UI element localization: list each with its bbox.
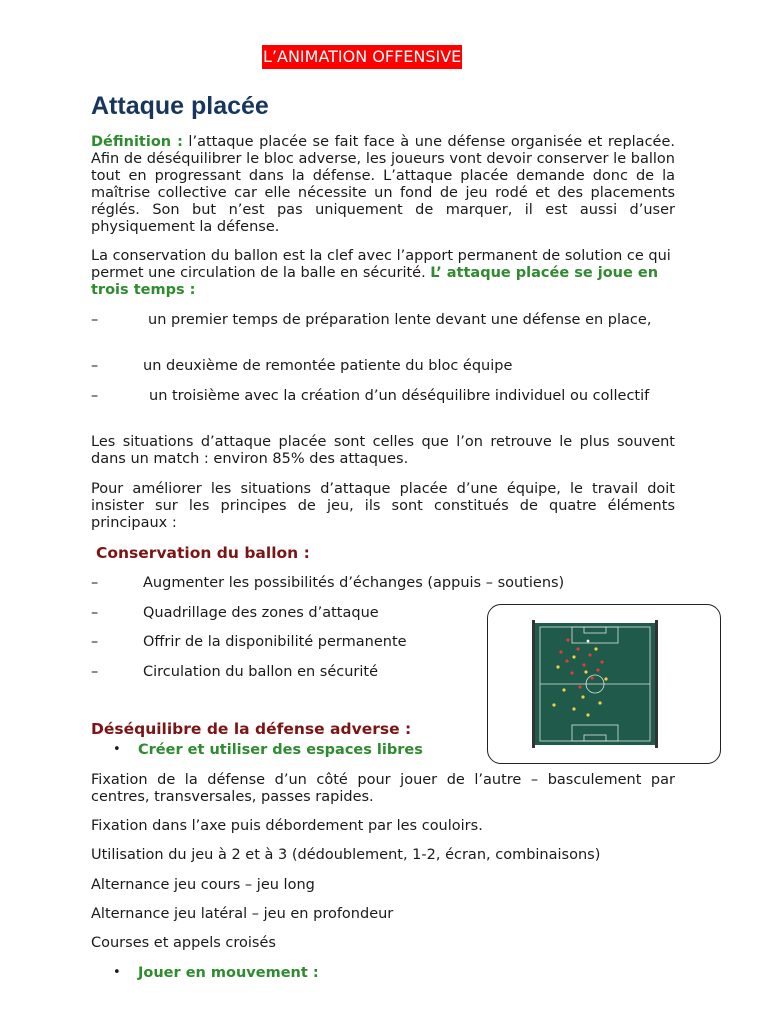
section-conservation-heading: Conservation du ballon : xyxy=(96,544,310,562)
fixation-paragraph-1: Fixation de la défense d’un côté pour jouer de l’autre – basculement par centres, transversales, passes rapides. xyxy=(91,772,675,805)
conservation-paragraph xyxy=(91,248,675,299)
conservation-item-2: Quadrillage des zones d’attaque xyxy=(143,605,379,621)
alternance-paragraph-1: Alternance jeu cours – jeu long xyxy=(91,877,315,893)
courses-paragraph: Courses et appels croisés xyxy=(91,935,276,951)
conservation-item-4-dash: – xyxy=(91,664,99,680)
temps-1-text: un premier temps de préparation lente devant une défense en place, xyxy=(148,312,652,328)
temps-3-text: un troisième avec la création d’un déséquilibre individuel ou collectif xyxy=(149,388,650,404)
page-title: Attaque placée xyxy=(91,92,269,120)
bullet-2-marker: • xyxy=(113,965,121,980)
tactics-board-image xyxy=(487,604,721,764)
espaces-libres-bullet: Créer et utiliser des espaces libres xyxy=(138,742,423,758)
temps-2-text: un deuxième de remontée patiente du bloc équipe xyxy=(143,358,513,374)
document-banner: L’ANIMATION OFFENSIVE xyxy=(262,45,462,69)
definition-label: Définition : xyxy=(91,134,183,150)
definition-paragraph xyxy=(91,134,675,236)
trois-temps-highlight: L’ attaque placée se joue en trois temps : xyxy=(91,265,659,298)
temps-1-dash: – xyxy=(91,312,99,328)
definition-text: l’attaque placée se fait face à une défense organisée et replacée. Afin de déséquilibrer le bloc adverse, les joueurs vont devoir conserver le ballon tout en progressant dans la défense. L’attaque placée demande donc de la maîtrise collective car elle nécessite un fond de jeu rodé et des placements réglés. Son but n’est pas uniquement de marquer, il est aussi d’user physiquement la défense. xyxy=(91,134,675,235)
conservation-text: La conservation du ballon est la clef avec l’apport permanent de solution ce qui permet une circulation de la balle en sécurité. xyxy=(91,248,671,281)
ameliorer-paragraph: Pour améliorer les situations d’attaque placée d’une équipe, le travail doit insister sur les principes de jeu, ils sont constitués de quatre éléments principaux : xyxy=(91,481,675,531)
football-pitch-illustration xyxy=(488,605,720,763)
alternance-paragraph-2: Alternance jeu latéral – jeu en profondeur xyxy=(91,906,394,922)
utilisation-paragraph: Utilisation du jeu à 2 et à 3 (dédoublement, 1-2, écran, combinaisons) xyxy=(91,847,601,863)
temps-2-dash: – xyxy=(91,358,99,374)
conservation-item-4: Circulation du ballon en sécurité xyxy=(143,664,379,680)
conservation-item-2-dash: – xyxy=(91,605,99,621)
situations-paragraph: Les situations d’attaque placée sont celles que l’on retrouve le plus souvent dans un match : environ 85% des attaques. xyxy=(91,434,675,467)
section-desequilibre-heading: Déséquilibre de la défense adverse : xyxy=(91,720,412,738)
bullet-1-marker: • xyxy=(113,742,121,757)
conservation-item-1-dash: – xyxy=(91,575,99,591)
jouer-mouvement-bullet: Jouer en mouvement : xyxy=(138,965,319,981)
fixation-paragraph-2: Fixation dans l’axe puis débordement par les couloirs. xyxy=(91,818,483,834)
temps-3-dash: – xyxy=(91,388,99,404)
conservation-item-3-dash: – xyxy=(91,634,99,650)
conservation-item-1: Augmenter les possibilités d’échanges (appuis – soutiens) xyxy=(143,575,565,591)
conservation-item-3: Offrir de la disponibilité permanente xyxy=(143,634,407,650)
